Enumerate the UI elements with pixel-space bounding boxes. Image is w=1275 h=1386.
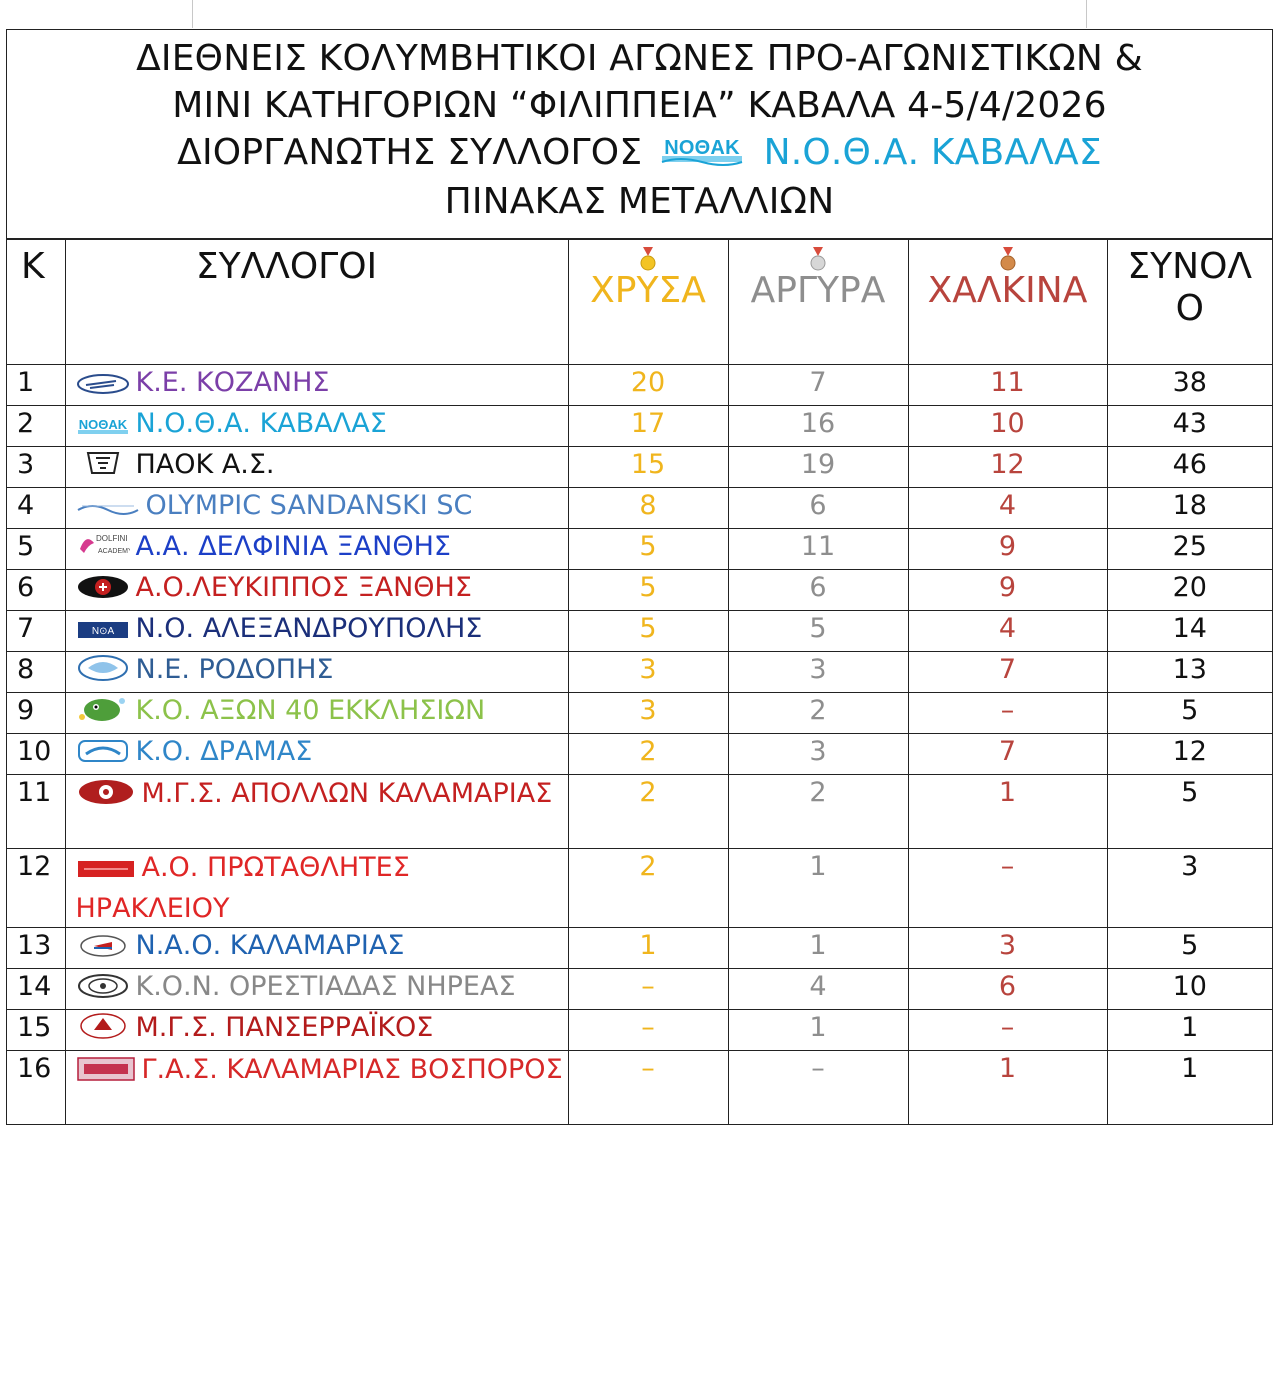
bronze-count: – xyxy=(908,693,1107,734)
table-row xyxy=(7,488,1272,529)
club-cell xyxy=(65,406,568,447)
total-count: 10 xyxy=(1107,969,1272,1010)
club-cell xyxy=(65,529,568,570)
rank-cell: 13 xyxy=(7,928,65,969)
club-name: Ν.Ο.Θ.Α. ΚΑΒΑΛΑΣ xyxy=(135,408,387,439)
silver-count: 2 xyxy=(728,775,908,849)
rodopi-logo-icon xyxy=(76,654,130,692)
club-cell xyxy=(65,734,568,775)
rank-cell: 3 xyxy=(7,447,65,488)
svg-text:NOΘAK: NOΘAK xyxy=(664,136,740,159)
dolfini-logo-icon xyxy=(76,529,130,569)
title-line-1: ΔΙΕΘΝΕΙΣ ΚΟΛΥΜΒΗΤΙΚΟΙ ΑΓΩΝΕΣ ΠΡΟ-ΑΓΩΝΙΣΤΙΚΩΝ & xyxy=(136,38,1143,79)
table-row xyxy=(7,969,1272,1010)
gold-count: 5 xyxy=(568,611,728,652)
swimmer-logo-icon xyxy=(76,369,130,405)
gold-medal-icon xyxy=(640,241,656,283)
total-count: 20 xyxy=(1107,570,1272,611)
gold-count: 2 xyxy=(568,775,728,849)
club-name: ΠΑΟΚ Α.Σ. xyxy=(135,449,275,480)
gold-count: – xyxy=(568,1051,728,1125)
rank-cell: 2 xyxy=(7,406,65,447)
svg-text:N⊙A: N⊙A xyxy=(91,626,114,637)
table-row xyxy=(7,529,1272,570)
total-count: 25 xyxy=(1107,529,1272,570)
club-cell xyxy=(65,693,568,734)
total-count: 5 xyxy=(1107,693,1272,734)
bronze-count: 4 xyxy=(908,611,1107,652)
apollon-logo-icon xyxy=(76,778,136,816)
table-row xyxy=(7,611,1272,652)
svg-text:NOΘAK: NOΘAK xyxy=(78,417,127,432)
bronze-count: 7 xyxy=(908,652,1107,693)
silver-count: 5 xyxy=(728,611,908,652)
column-guide-right xyxy=(1086,0,1087,28)
gold-count: 8 xyxy=(568,488,728,529)
bronze-count: 6 xyxy=(908,969,1107,1010)
silver-count: 1 xyxy=(728,849,908,928)
medal-table-sheet xyxy=(6,29,1273,1125)
club-name: Γ.Α.Σ. ΚΑΛΑΜΑΡΙΑΣ ΒΟΣΠΟΡΟΣ xyxy=(141,1054,563,1085)
total-count: 43 xyxy=(1107,406,1272,447)
noa-logo-icon xyxy=(76,615,130,651)
gold-count: – xyxy=(568,1010,728,1051)
bronze-count: 9 xyxy=(908,570,1107,611)
club-name: Κ.Ε. ΚΟΖΑΝΗΣ xyxy=(135,367,330,398)
header-bronze xyxy=(908,240,1107,365)
silver-count: 1 xyxy=(728,1010,908,1051)
club-cell xyxy=(65,488,568,529)
bronze-count: 9 xyxy=(908,529,1107,570)
noak-logo-icon xyxy=(76,410,130,446)
table-row xyxy=(7,849,1272,928)
table-row xyxy=(7,652,1272,693)
club-name: Ν.Ε. ΡΟΔΟΠΗΣ xyxy=(135,654,334,685)
silver-count: 6 xyxy=(728,488,908,529)
total-count: 38 xyxy=(1107,365,1272,406)
rank-cell: 14 xyxy=(7,969,65,1010)
table-row xyxy=(7,1010,1272,1051)
club-name: Κ.Ο.Ν. ΟΡΕΣΤΙΑΔΑΣ ΝΗΡΕΑΣ xyxy=(135,971,516,1002)
bronze-count: – xyxy=(908,1010,1107,1051)
table-row xyxy=(7,1051,1272,1125)
club-name: OLYMPIC SANDANSKI SC xyxy=(145,490,473,521)
total-count: 13 xyxy=(1107,652,1272,693)
header-gold-label: ΧΡΥΣΑ xyxy=(590,270,706,311)
table-row xyxy=(7,365,1272,406)
gold-count: 1 xyxy=(568,928,728,969)
table-row xyxy=(7,406,1272,447)
bronze-count: 1 xyxy=(908,775,1107,849)
club-name: Α.Α. ΔΕΛΦΙΝΙΑ ΞΑΝΘΗΣ xyxy=(135,531,451,562)
club-name: Α.Ο.ΛΕΥΚΙΠΠΟΣ ΞΑΝΘΗΣ xyxy=(135,572,472,603)
gold-count: 17 xyxy=(568,406,728,447)
medal-table xyxy=(7,239,1272,1124)
rank-cell: 8 xyxy=(7,652,65,693)
club-cell xyxy=(65,1051,568,1125)
club-cell xyxy=(65,570,568,611)
rank-cell: 15 xyxy=(7,1010,65,1051)
total-count: 5 xyxy=(1107,775,1272,849)
protathlites-logo-icon xyxy=(76,853,136,890)
table-row xyxy=(7,447,1272,488)
title-line-4: ΠΙΝΑΚΑΣ ΜΕΤΑΛΛΙΩΝ xyxy=(444,180,835,222)
club-cell xyxy=(65,365,568,406)
gold-count: 3 xyxy=(568,693,728,734)
title-line-3 xyxy=(7,129,1272,178)
column-guide-left xyxy=(192,0,193,28)
gold-count: – xyxy=(568,969,728,1010)
header-gold xyxy=(568,240,728,365)
rank-cell: 12 xyxy=(7,849,65,928)
club-name: Κ.Ο. ΑΞΩΝ 40 ΕΚΚΛΗΣΙΩΝ xyxy=(135,695,486,726)
rank-cell: 7 xyxy=(7,611,65,652)
club-name: Μ.Γ.Σ. ΑΠΟΛΛΩΝ ΚΑΛΑΜΑΡΙΑΣ xyxy=(141,778,553,809)
silver-count: 6 xyxy=(728,570,908,611)
gold-count: 2 xyxy=(568,849,728,928)
total-count: 18 xyxy=(1107,488,1272,529)
lefkippos-logo-icon xyxy=(76,574,130,610)
bronze-count: 12 xyxy=(908,447,1107,488)
club-name: Ν.Α.Ο. ΚΑΛΑΜΑΡΙΑΣ xyxy=(135,930,405,961)
title-line-2: ΜΙΝΙ ΚΑΤΗΓΟΡΙΩΝ “ΦΙΛΙΠΠΕΙΑ” ΚΑΒΑΛΑ 4-5/4/2026 xyxy=(172,85,1107,126)
rank-cell: 6 xyxy=(7,570,65,611)
header-rank: Κ xyxy=(7,240,65,365)
gold-count: 3 xyxy=(568,652,728,693)
total-count: 14 xyxy=(1107,611,1272,652)
silver-count: 19 xyxy=(728,447,908,488)
total-count: 12 xyxy=(1107,734,1272,775)
organizer-label: ΔΙΟΡΓΑΝΩΤΗΣ ΣΥΛΛΟΓΟΣ xyxy=(177,132,643,173)
club-cell xyxy=(65,447,568,488)
gold-count: 15 xyxy=(568,447,728,488)
club-name: Κ.Ο. ΔΡΑΜΑΣ xyxy=(135,736,313,767)
rank-cell: 9 xyxy=(7,693,65,734)
bronze-count: 7 xyxy=(908,734,1107,775)
bronze-count: 3 xyxy=(908,928,1107,969)
gold-count: 5 xyxy=(568,570,728,611)
bronze-count: 11 xyxy=(908,365,1107,406)
total-count: 5 xyxy=(1107,928,1272,969)
bronze-count: 4 xyxy=(908,488,1107,529)
noak-logo-icon xyxy=(658,131,746,178)
total-count: 46 xyxy=(1107,447,1272,488)
drama-logo-icon xyxy=(76,738,130,774)
silver-count: 1 xyxy=(728,928,908,969)
vosporos-logo-icon xyxy=(76,1055,136,1092)
rank-cell: 11 xyxy=(7,775,65,849)
rank-cell: 10 xyxy=(7,734,65,775)
gold-count: 20 xyxy=(568,365,728,406)
header-row xyxy=(7,240,1272,365)
header-total-line2: Ο xyxy=(1175,288,1204,329)
club-cell xyxy=(65,775,568,849)
svg-text:DOLFINI: DOLFINI xyxy=(95,534,128,543)
bronze-medal-icon xyxy=(1000,241,1016,283)
table-row xyxy=(7,775,1272,849)
silver-count: – xyxy=(728,1051,908,1125)
silver-count: 4 xyxy=(728,969,908,1010)
club-cell xyxy=(65,849,568,928)
club-name: Μ.Γ.Σ. ΠΑΝΣΕΡΡΑΪΚΟΣ xyxy=(135,1012,434,1043)
sandanski-logo-icon xyxy=(76,492,140,528)
rank-cell: 4 xyxy=(7,488,65,529)
nao-logo-icon xyxy=(76,932,130,968)
total-count: 1 xyxy=(1107,1051,1272,1125)
svg-text:ACADEMY: ACADEMY xyxy=(97,548,130,555)
silver-count: 2 xyxy=(728,693,908,734)
silver-count: 11 xyxy=(728,529,908,570)
rank-cell: 1 xyxy=(7,365,65,406)
header-bronze-label: ΧΑΛΚΙΝΑ xyxy=(927,270,1088,311)
club-cell xyxy=(65,652,568,693)
organizer-club: Ν.Ο.Θ.Α. ΚΑΒΑΛΑΣ xyxy=(763,132,1102,173)
header-silver-label: ΑΡΓΥΡΑ xyxy=(750,270,886,311)
axon-logo-icon xyxy=(76,693,130,733)
panserraikos-logo-icon xyxy=(76,1012,130,1050)
table-row xyxy=(7,693,1272,734)
club-cell xyxy=(65,928,568,969)
rank-cell: 16 xyxy=(7,1051,65,1125)
gold-count: 2 xyxy=(568,734,728,775)
silver-count: 7 xyxy=(728,365,908,406)
club-cell xyxy=(65,611,568,652)
table-row xyxy=(7,928,1272,969)
bronze-count: 10 xyxy=(908,406,1107,447)
bronze-count: 1 xyxy=(908,1051,1107,1125)
nireas-logo-icon xyxy=(76,973,130,1009)
silver-count: 3 xyxy=(728,734,908,775)
club-name: Ν.Ο. ΑΛΕΞΑΝΔΡΟΥΠΟΛΗΣ xyxy=(135,613,483,644)
club-cell xyxy=(65,1010,568,1051)
paok-logo-icon xyxy=(76,449,130,487)
club-name: Α.Ο. ΠΡΩΤΑΘΛΗΤΕΣ ΗΡΑΚΛΕΙΟΥ xyxy=(75,852,410,924)
silver-count: 3 xyxy=(728,652,908,693)
header-silver xyxy=(728,240,908,365)
silver-medal-icon xyxy=(810,241,826,283)
club-cell xyxy=(65,969,568,1010)
table-row xyxy=(7,570,1272,611)
bronze-count: – xyxy=(908,849,1107,928)
rank-cell: 5 xyxy=(7,529,65,570)
table-row xyxy=(7,734,1272,775)
header-total-line1: ΣΥΝΟΛ xyxy=(1127,246,1253,287)
title-block xyxy=(7,30,1272,239)
header-clubs: ΣΥΛΛΟΓΟΙ xyxy=(65,240,568,365)
header-total xyxy=(1107,240,1272,365)
total-count: 3 xyxy=(1107,849,1272,928)
gold-count: 5 xyxy=(568,529,728,570)
silver-count: 16 xyxy=(728,406,908,447)
total-count: 1 xyxy=(1107,1010,1272,1051)
